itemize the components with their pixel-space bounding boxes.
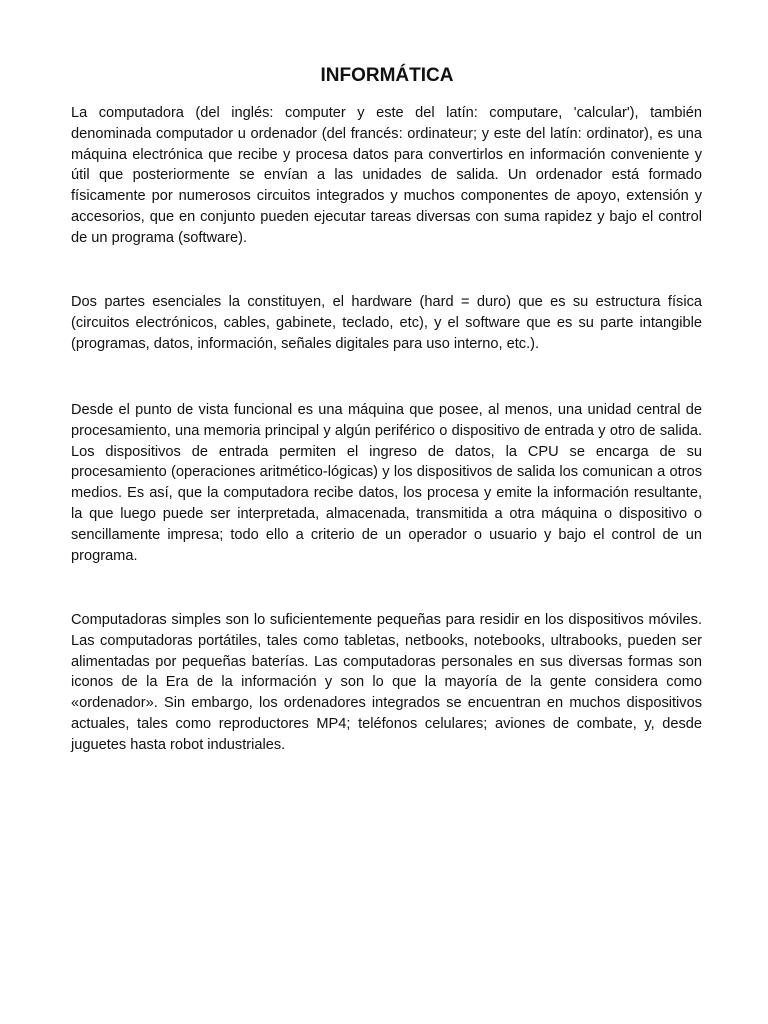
- paragraph-computer-types: Computadoras simples son lo suficientemente pequeñas para residir en los dispositivos móviles. Las computadoras portátiles, tales como tabletas, netbooks, notebooks, ultrabooks, pueden ser alimentadas por pequeñas baterías. Las computadoras personales en sus diversas formas son iconos de la Era de la información y son lo que la mayoría de la gente considera como «ordenador». Sin embargo, los ordenadores integrados se encuentran en muchos dispositivos actuales, tales como reproductores MP4; teléfonos celulares; aviones de combate, y, desde juguetes hasta robot industriales.: [71, 612, 702, 753]
- paragraph-hardware-software: Dos partes esenciales la constituyen, el hardware (hard = duro) que es su estructura física (circuitos electrónicos, cables, gabinete, teclado, etc), y el software que es su parte intangible (programas, datos, información, señales digitales para uso interno, etc.).: [71, 294, 702, 352]
- page-title: INFORMÁTICA: [320, 65, 454, 86]
- paragraph-definition: La computadora (del inglés: computer y este del latín: computare, 'calcular'), también denominada computador u ordenador (del francés: ordinateur; y este del latín: ordinator), es una máquina electrónica que recibe y procesa datos para convertirlos en información conveniente y útil que posteriormente se envían a las unidades de salida. Un ordenador está formado físicamente por numerosos circuitos integrados y muchos componentes de apoyo, extensión y accesorios, que en conjunto pueden ejecutar tareas diversas con suma rapidez y bajo el control de un programa (software).: [71, 105, 702, 246]
- paragraph-functional-view: Desde el punto de vista funcional es una máquina que posee, al menos, una unidad central de procesamiento, una memoria principal y algún periférico o dispositivo de entrada y otro de salida. Los dispositivos de entrada permiten el ingreso de datos, la CPU se encarga de su procesamiento (operaciones aritmético-lógicas) y los dispositivos de salida los comunican a otros medios. Es así, que la computadora recibe datos, los procesa y emite la información resultante, la que luego puede ser interpretada, almacenada, transmitida a otra máquina o dispositivo o sencillamente impresa; todo ello a criterio de un operador o usuario y bajo el control de un programa.: [71, 402, 702, 564]
